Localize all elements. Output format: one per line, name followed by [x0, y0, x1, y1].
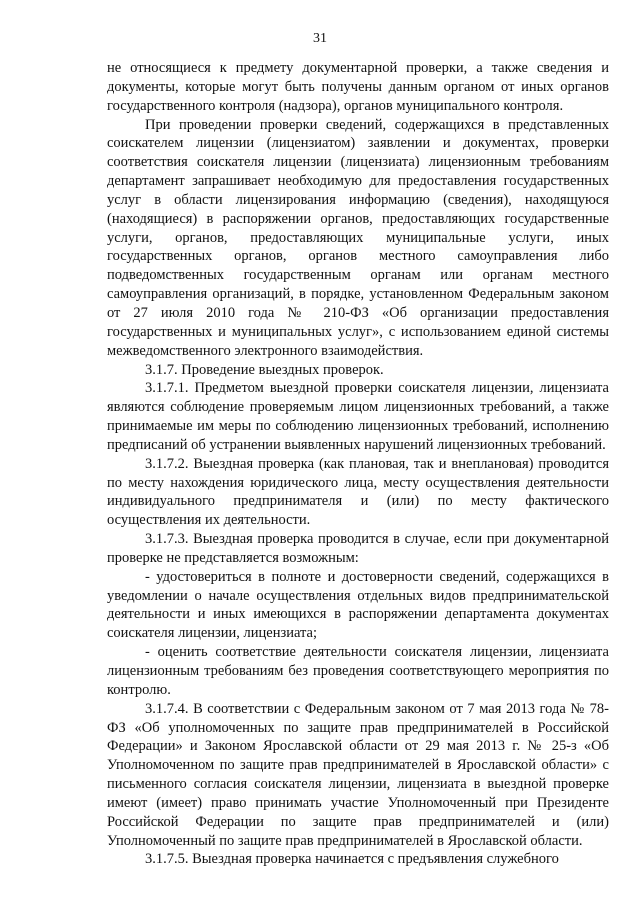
paragraph-3-1-7-3: 3.1.7.3. Выездная проверка проводится в случае, если при документарной проверке не представляется возможным:	[107, 531, 609, 566]
paragraph-3-1-7-4: 3.1.7.4. В соответствии с Федеральным законом от 7 мая 2013 года № 78-ФЗ «Об уполномоченных по защите прав предпринимателей в Российской Федерации» и Законом Ярославской области от 29 мая 2013 г. № 25-з «Об Уполномоченном по защите прав предпринимателей в Ярославской области» с письменного согласия соискателя лицензии, лицензиата в выездной проверке имеют (имеет) право принимать участие Уполномоченный при Президенте Российской Федерации по защите прав предпринимателей и (или) Уполномоченный по защите прав предпринимателей в Ярославской области.	[107, 700, 609, 849]
paragraph-continuation: не относящиеся к предмету документарной проверки, а также сведения и документы, которые могут быть получены данным органом от иных органов государственного контроля (надзора), органов муниципального контроля.	[107, 60, 609, 114]
paragraph-3-1-7-1: 3.1.7.1. Предметом выездной проверки соискателя лицензии, лицензиата являются соблюдение проверяемым лицом лицензионных требований, а также принимаемые им меры по соблюдению лицензионных требований, исполнению предписаний об устранении выявленных нарушений лицензионных требований.	[107, 380, 609, 453]
paragraph-3-1-7-5: 3.1.7.5. Выездная проверка начинается с предъявления служебного	[145, 851, 559, 868]
paragraph-3-1-7-2: 3.1.7.2. Выездная проверка (как плановая, так и внеплановая) проводится по месту нахождения юридического лица, месту осуществления деятельности индивидуального предпринимателя и (или) по месту фактического осуществления их деятельности.	[107, 455, 609, 529]
section-heading-3-1-7: 3.1.7. Проведение выездных проверок.	[145, 361, 384, 378]
paragraph-info-requests: При проведении проверки сведений, содержащихся в представленных соискателем лицензии (лицензиатом) заявлении и документах, проверки соответствия соискателя лицензии (лицензиата) лицензионным требованиям департамент запрашивает необходимую для предоставления государственных услуг в области лицензирования информацию (сведения), находящуюся (находящиеся) в распоряжении органов, предоставляющих государственные услуги, органов, предоставляющих муниципальные услуги, иных государственных органов, органов местного самоуправления либо подведомственных государственным органам или органам местного самоуправления организаций, в порядке, установленном Федеральным законом от 27 июля 2010 года № 210-ФЗ «Об организации предоставления государственных и муниципальных услуг», с использованием единой системы межведомственного электронного взаимодействия.	[107, 116, 609, 359]
list-item-assess-compliance: - оценить соответствие деятельности соискателя лицензии, лицензиата лицензионным требованиям без проведения соответствующего мероприятия по контролю.	[107, 644, 609, 698]
list-item-verify-completeness: - удостовериться в полноте и достоверности сведений, содержащихся в уведомлении о начале осуществления отдельных видов предпринимательской деятельности и иных имеющихся в распоряжении департамента документах соискателя лицензии, лицензиата;	[107, 568, 609, 642]
document-body	[107, 59, 609, 869]
page-number: 31	[313, 31, 327, 46]
